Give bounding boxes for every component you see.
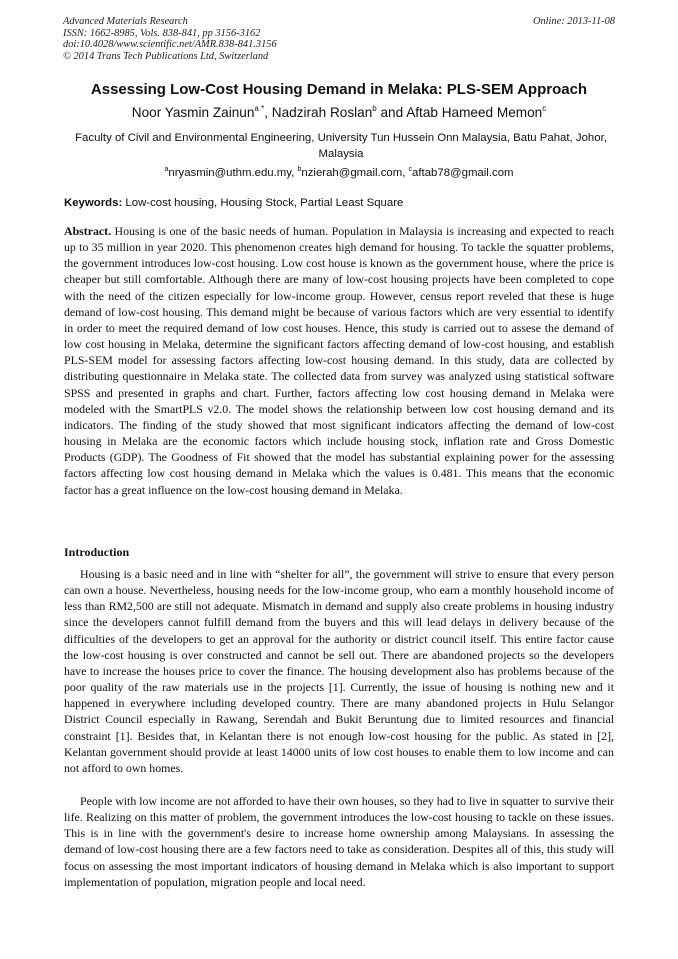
abstract-text: Housing is one of the basic needs of human. Population in Malaysia is increasing and expected to reach up to 35 million in year 2020. This phenomenon creates high demand for housing. To tackle the squatter problems, the government introduces low-cost housing. Low cost house is known as the government house, where the price is cheaper but still comfortable. Although there are many of low-cost housing projects have been completed to cope with the need of the citizen especially for low-income group. However, census report reveled that these is huge demand of low-cost housing. This demand might be because of various factors which are very essential to identify in order to meet the required demand of low cost houses. Hence, this study is carried out to assese the demand of low cost housing in Melaka, determine the significant factors affecting demand of low-cost housing, and establish PLS-SEM model for assessing factors affecting low-cost housing demand. In this study, data are collected by distributing questionnaire in Melaka state. The collected data from survey was analyzed using statistical software SPSS and presented in graphs and chart. Further, factors affecting low cost housing demand in Melaka were modeled with the SmartPLS v2.0. The model shows the relationship between low cost housing demand and its indicators. The finding of the study showed that most significant indicators affecting the demand of low-cost housing in Melaka are the economic factors which include housing stock, inflation rate and Gross Domestic Products (GDP). The Goodness of Fit showed that the model has substantial explaining power for the assessing factors affecting low cost housing demand in Melaka which the values is 0.481. This means that the economic factor has a great influence on the low-cost housing demand in Melaka. [64,224,614,497]
journal-header [63,16,423,62]
author-affil-mark: c [542,104,547,113]
paper-title: Assessing Low-Cost Housing Demand in Melaka: PLS-SEM Approach [90,81,588,98]
keywords [64,196,614,211]
author-emails [40,166,638,181]
email-address: nryasmin@uthm.edu.my, [168,167,298,179]
email-address: aftab78@gmail.com [412,167,514,179]
affiliation: Faculty of Civil and Environmental Engineering, University Tun Hussein Onn Malaysia, Batu Pahat, Johor, Malaysia [75,132,607,160]
email-mark: b [297,166,302,173]
email-mark: a [164,166,169,173]
intro-paragraph-2: People with low income are not afforded to have their own houses, so they had to live in squatter to survive their life. Realizing on this matter of problem, the government introduces the low-cost housing to tackle on these issues. This is in line with the government's desire to increase home ownership among Malaysians. In assessing the demand of low-cost housing there are a few factors need to take as consideration. Despites all of this, this study will focus on assessing the most important indicators of housing demand in Melaka which is also important to support implementation of population, migration people and local need. [64,794,614,889]
intro-paragraph-1: Housing is a basic need and in line with “shelter for all”, the government will strive to ensure that every person can own a house. Nevertheless, housing needs for the low-income group, who earn a monthly household income of less than RM2,500 are still not adequate. Mismatch in demand and supply also create problems in housing industry since the developers cannot fulfill demand from the buyers and this will lead delays in delivery because of the difficulties of the developers to get an approval for the authority or district council itself. This entire factor cause the low-cost housing is over constructed and cannot be sell out. There are abandoned projects so the developers have to increase the houses price to cover the finance. The housing development also has problems because of the poor quality of the raw materials use in the projects [1]. Currently, the issue of housing is nothing new and it happened in everywhere including developed country. There are many abandoned projects in Hulu Selangor District Council especially in Rawang, Serendah and Bukit Beruntung due to limited resources and financial constraint [1]. Besides that, in Kelantan there is not enough low-cost housing for the public. As stated in [2], Kelantan government should provide at least 14000 units of low cost houses to enable them to low income and can not afford to own homes. [64,567,614,775]
doi-line: doi:10.4028/www.scientific.net/AMR.838-841.3156 [63,39,277,51]
author-affil-mark: b [372,104,377,113]
abstract-label: Abstract. [64,224,112,238]
email-mark: c [408,166,413,173]
keywords-label: Keywords: [64,197,123,209]
online-date: Online: 2013-11-08 [532,16,615,27]
abstract [64,223,614,498]
author-affil-mark: a * [254,104,265,113]
author-list [40,104,638,122]
journal-name: Advanced Materials Research [63,16,188,27]
keywords-text: Low-cost housing, Housing Stock, Partial Least Square [122,197,404,209]
issn-line: ISSN: 1662-8985, Vols. 838-841, pp 3156-3162 [63,27,261,39]
author-name: and Aftab Hameed Memon [376,105,543,120]
email-address: nzierah@gmail.com, [301,167,409,179]
author-name: , Nadzirah Roslan [264,105,373,120]
author-name: Noor Yasmin Zainun [131,105,255,120]
section-heading-introduction: Introduction [64,545,130,559]
copyright-line: © 2014 Trans Tech Publications Ltd, Switzerland [63,50,269,62]
